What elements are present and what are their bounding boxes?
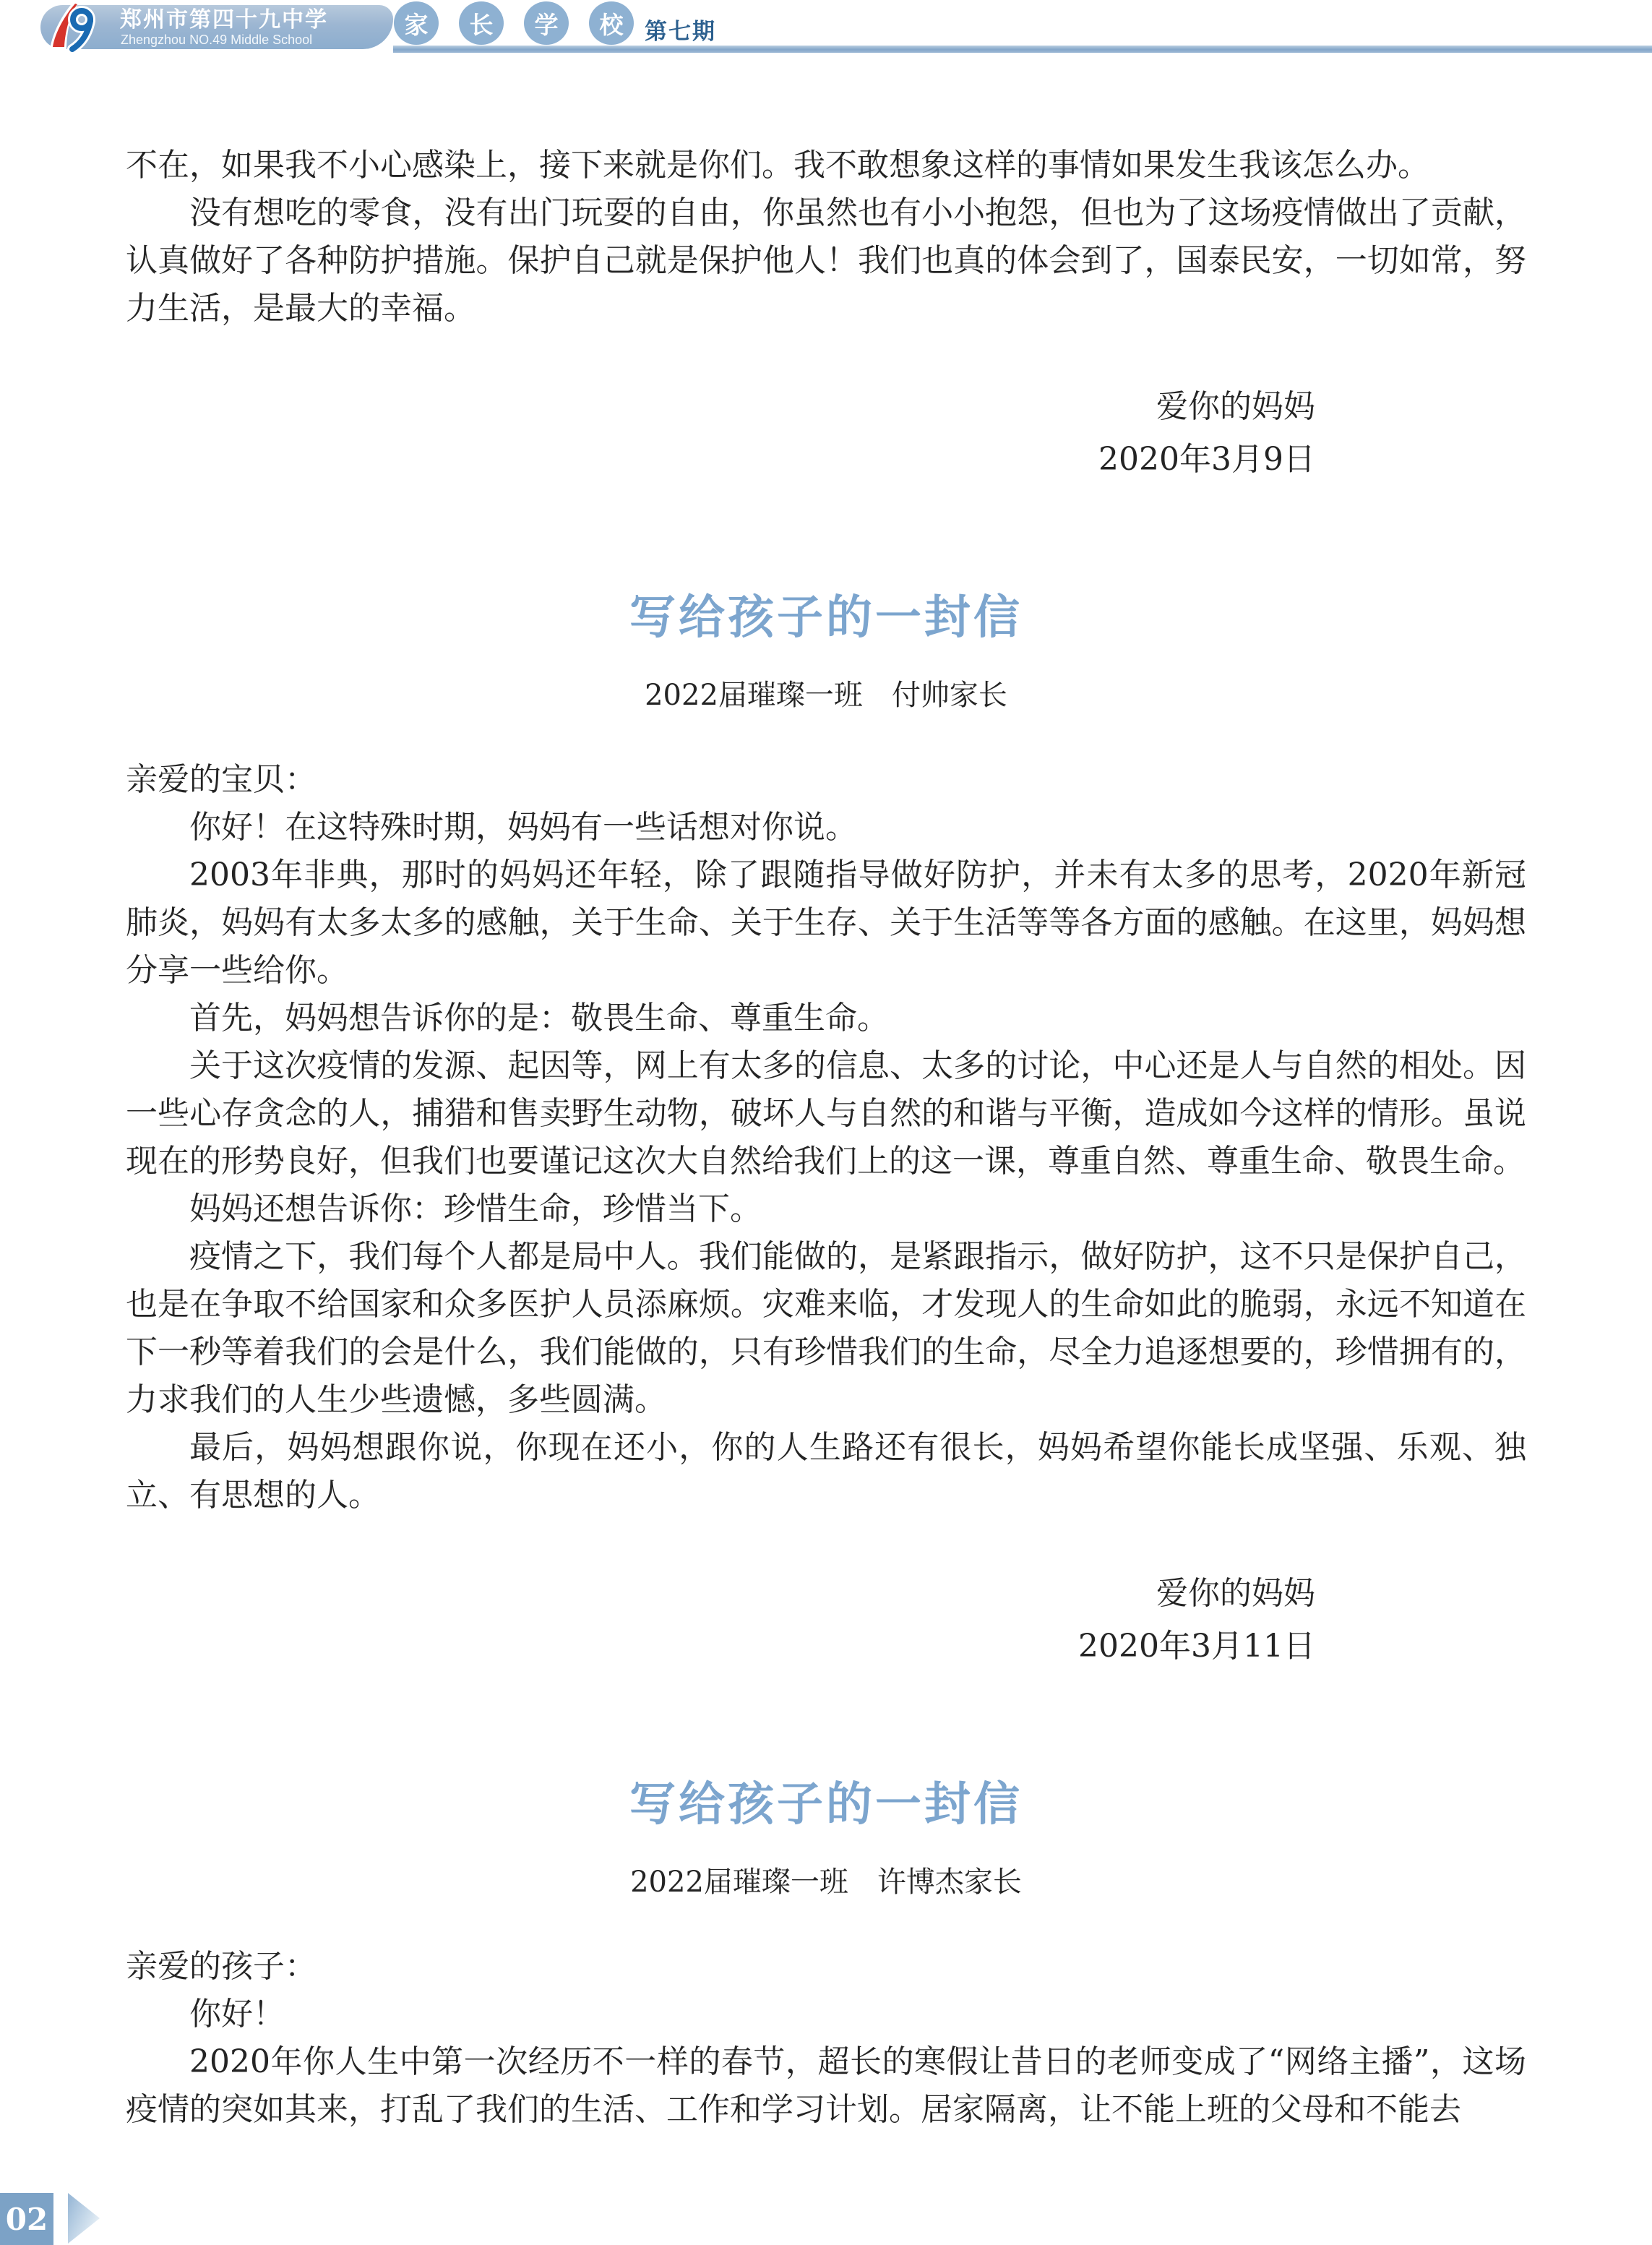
page-content [126,142,1526,2134]
masthead-badge: 家 [394,1,439,45]
letter-salutation: 亲爱的宝贝： [126,761,317,798]
masthead-badge: 校 [589,1,634,45]
page-number: 02 [0,2193,53,2245]
letter-date: 2020年3月9日 [1098,441,1315,478]
school-name-en: Zhengzhou NO.49 Middle School [121,33,313,47]
masthead-badge: 学 [524,1,569,45]
paragraph: 2020年你人生中第一次经历不一样的春节，超长的寒假让昔日的老师变成了“网络主播”，这场疫情的突如其来，打乱了我们的生活、工作和学习计划。居家隔离，让不能上班的父母和不能去 [126,2043,1526,2128]
signature-block [126,380,1526,486]
letter-signature: 爱你的妈妈 [1156,1575,1315,1612]
letter [126,591,1526,1673]
paragraph: 2003年非典，那时的妈妈还年轻，除了跟随指导做好防护，并未有太多的思考，2020年新冠肺炎，妈妈有太多太多的感触，关于生命、关于生存、关于生活等等各方面的感触。在这里，妈妈想分享一些给你。 [126,857,1526,989]
letter-date: 2020年3月11日 [1078,1628,1315,1665]
letter-byline: 2022届璀璨一班 许博杰家长 [630,1866,1022,1899]
footer-triangle-icon [68,2193,100,2244]
masthead-badge: 长 [459,1,504,45]
masthead-rule [393,46,1652,53]
paragraph: 妈妈还想告诉你：珍惜生命，珍惜当下。 [189,1190,762,1227]
masthead-badges [394,1,634,45]
paragraph: 最后，妈妈想跟你说，你现在还小，你的人生路还有很长，妈妈希望你能长成坚强、乐观、独立、有思想的人。 [126,1429,1526,1514]
paragraph: 你好！ [189,1996,285,2032]
letter-title: 写给孩子的一封信 [629,591,1023,645]
letter-continuation [126,142,1526,486]
paragraph: 疫情之下，我们每个人都是局中人。我们能做的，是紧跟指示，做好防护，这不只是保护自己，也是在争取不给国家和众多医护人员添麻烦。灾难来临，才发现人的生命如此的脆弱，永远不知道在下一秒等着我们的会是什么，我们能做的，只有珍惜我们的生命，尽全力追逐想要的，珍惜拥有的，力求我们的人生少些遗憾，多些圆满。 [126,1238,1526,1418]
letter [126,1778,1526,2134]
paragraph: 不在，如果我不小心感染上，接下来就是你们。我不敢想象这样的事情如果发生我该怎么办。 [126,147,1429,184]
paragraph: 你好！在这特殊时期，妈妈有一些话想对你说。 [189,809,857,846]
signature-block [126,1567,1526,1673]
school-name-cn: 郑州市第四十九中学 [120,7,328,33]
paragraph: 关于这次疫情的发源、起因等，网上有太多的信息、太多的讨论，中心还是人与自然的相处。因一些心存贪念的人，捕猎和售卖野生动物，破坏人与自然的和谐与平衡，造成如今这样的情形。虽说现在的形势良好，但我们也要谨记这次大自然给我们上的这一课，尊重自然、尊重生命、敬畏生命。 [126,1047,1526,1180]
letter-title: 写给孩子的一封信 [629,1777,1023,1832]
issue-label: 第七期 [645,19,716,45]
paragraph: 首先，妈妈想告诉你的是：敬畏生命、尊重生命。 [189,1000,889,1036]
letter-byline: 2022届璀璨一班 付帅家长 [645,679,1007,712]
school-logo-49-sail-icon [43,0,101,58]
masthead [0,0,1652,72]
letter-signature: 爱你的妈妈 [1156,388,1315,425]
paragraph: 没有想吃的零食，没有出门玩耍的自由，你虽然也有小小抱怨，但也为了这场疫情做出了贡献，认真做好了各种防护措施。保护自己就是保护他人！我们也真的体会到了，国泰民安，一切如常，努力生活，是最大的幸福。 [126,194,1526,327]
letter-salutation: 亲爱的孩子： [126,1948,317,1985]
